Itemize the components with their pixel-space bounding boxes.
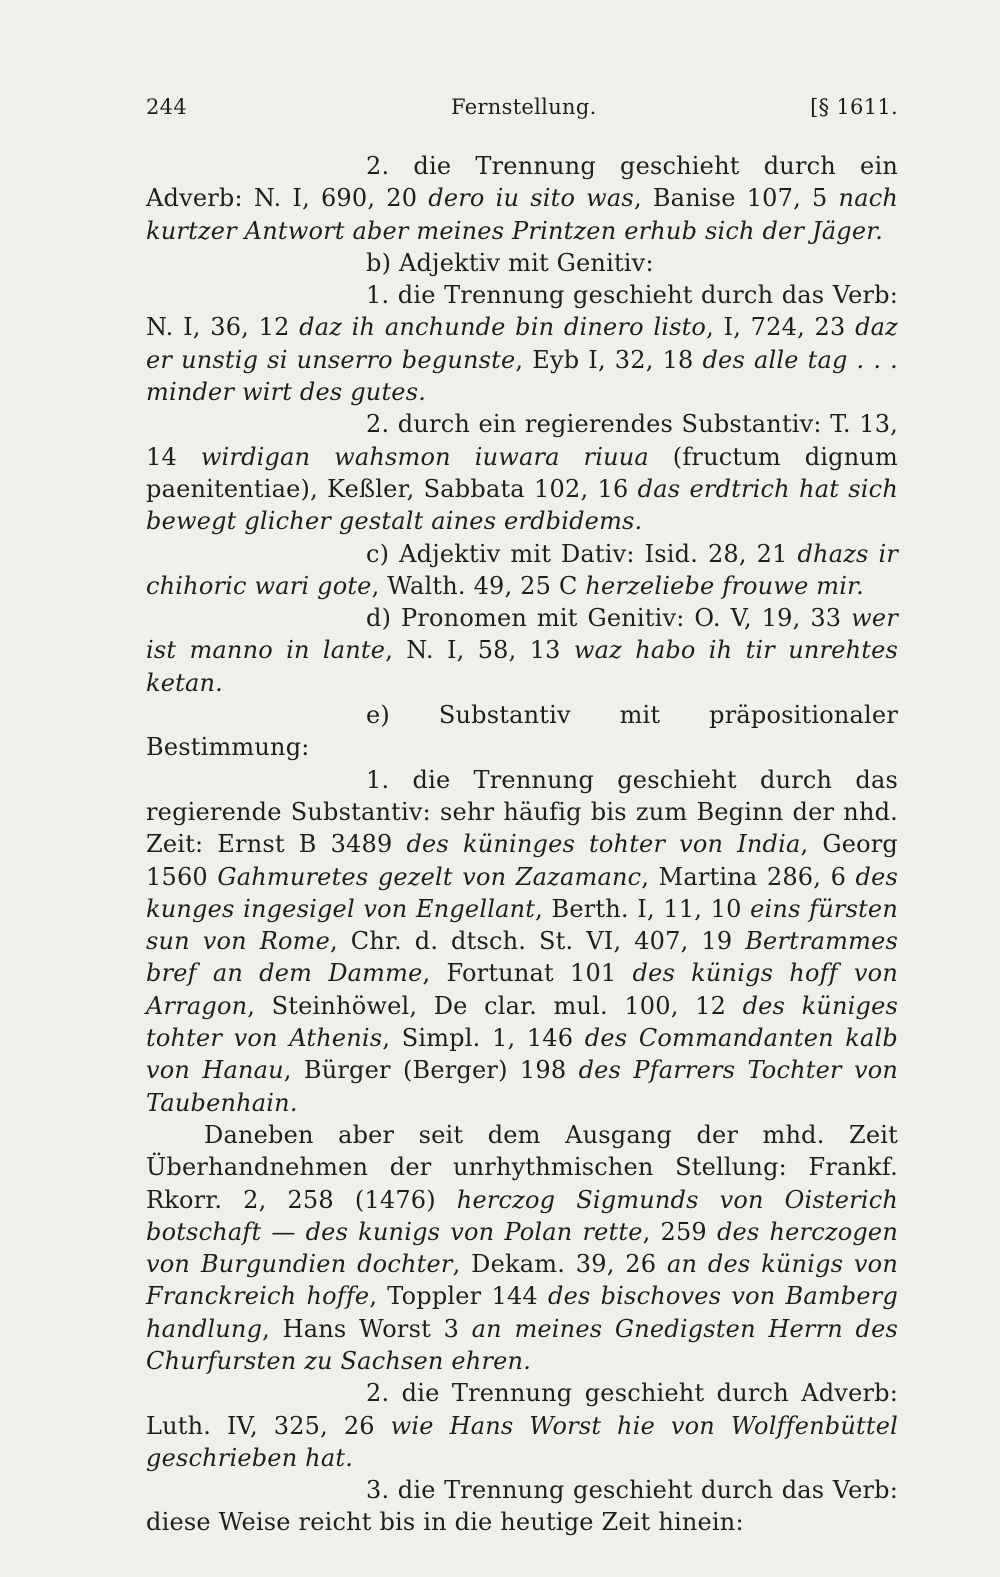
italic-quotation: daz er unstig si unserro begunste: [146, 313, 898, 374]
body-text: [146, 150, 898, 1539]
italic-quotation: wirdigan wahsmon iuwara riuua: [200, 442, 649, 471]
paragraph: [146, 1474, 898, 1539]
section-reference: [§ 1611.: [810, 95, 898, 119]
italic-quotation: des herczogen von Burgundien dochter: [146, 1217, 898, 1279]
paragraph: [146, 1119, 898, 1377]
italic-quotation: des kunges ingesigel von Engellant: [146, 862, 898, 923]
text-segment: b) Adjektiv mit Genitiv:: [366, 248, 654, 277]
text-segment: d) Pronomen mit Genitiv: O. V, 19, 33: [366, 604, 852, 633]
italic-quotation: Bertrammes bref an dem Damme: [146, 927, 898, 988]
text-segment: 1. die Trennung geschieht durch das Verb: N. I, 36, 12: [146, 281, 898, 342]
text-segment: (fructum dignum paenitentiae), Keßler, Sabbata 102, 16: [146, 442, 898, 503]
text-segment: , Simpl. 1, 146: [382, 1024, 585, 1053]
text-segment: Daneben aber seit dem Ausgang der mhd. Zeit Überhandnehmen der unrhythmischen Stellung: Frankf. Rkorr. 2, 258 (1476): [146, 1120, 898, 1214]
italic-quotation: an meines Gnedigsten Herrn des Churfursten zu Sachsen ehren.: [146, 1314, 898, 1375]
italic-quotation: eins fürsten sun von Rome: [146, 894, 898, 956]
text-segment: 2. die Trennung geschieht durch ein Adverb: N. I, 690, 20: [146, 152, 898, 213]
italic-quotation: daz ih anchunde bin dinero listo: [299, 313, 707, 342]
text-segment: , Martina 286, 6: [641, 862, 856, 891]
italic-quotation: des künigs hoff von Arragon: [146, 959, 898, 1020]
text-segment: , Eyb I, 32, 18: [515, 345, 703, 374]
text-segment: e) Substantiv mit präpositionaler Bestimmung:: [146, 701, 898, 762]
italic-quotation: nach kurtzer Antwort aber meines Printzen erhub sich der Jäger.: [146, 184, 899, 245]
italic-quotation: wie Hans Worst hie von Wolffenbüttel geschrieben hat.: [146, 1411, 898, 1472]
page-number: 244: [146, 95, 187, 119]
italic-quotation: des Pfarrers Tochter von Taubenhain.: [146, 1056, 899, 1117]
text-segment: 3. die Trennung geschieht durch das Verb: diese Weise reicht bis in die heutige Zeit hinein:: [146, 1476, 898, 1537]
italic-quotation: des Commandanten kalb von Hanau: [146, 1024, 898, 1085]
italic-quotation: das erdtrich hat sich bewegt glicher gestalt aines erdbidems.: [146, 474, 898, 536]
text-segment: , Fortunat 101: [422, 959, 633, 988]
text-segment: 1. die Trennung geschieht durch das regierende Substantiv: sehr häufig bis zum Beginn der nhd. Zeit: Ernst B 3489: [146, 765, 898, 859]
paragraph: [146, 408, 898, 537]
text-segment: 2. durch ein regierendes Substantiv: T. 13, 14: [146, 410, 898, 471]
paragraph: [146, 764, 898, 1119]
italic-quotation: dhazs ir chihoric wari gote: [146, 539, 899, 600]
text-segment: , Steinhöwel, De clar. mul. 100, 12: [247, 991, 743, 1020]
italic-quotation: des alle tag . . . minder wirt des gutes.: [146, 345, 899, 407]
text-segment: , 259: [642, 1217, 717, 1246]
italic-quotation: waz habo ih tir unrehtes ketan.: [146, 636, 899, 697]
paragraph: [146, 699, 898, 764]
paragraph: [146, 150, 898, 247]
text-segment: , Georg 1560: [146, 830, 899, 891]
text-segment: , Dekam. 39, 26: [452, 1250, 667, 1279]
text-segment: , I, 724, 23: [706, 313, 856, 342]
italic-quotation: wer ist manno in lante: [146, 604, 898, 665]
italic-quotation: Gahmuretes gezelt von Zazamanc: [217, 862, 642, 891]
text-segment: , Toppler 144: [369, 1282, 549, 1311]
text-segment: , Chr. d. dtsch. St. VI, 407, 19: [330, 927, 746, 956]
italic-quotation: des bischoves von Bamberg handlung: [146, 1282, 899, 1343]
paragraph: [146, 602, 898, 699]
italic-quotation: des küninges tohter von India: [406, 830, 801, 859]
italic-quotation: herzeliebe frouwe mir.: [585, 571, 865, 600]
text-segment: , Hans Worst 3: [262, 1314, 472, 1343]
italic-quotation: herczog Sigmunds von Oisterich botschaft — des kunigs von Polan rette: [146, 1185, 898, 1246]
italic-quotation: des küniges tohter von Athenis: [146, 991, 898, 1053]
text-segment: c) Adjektiv mit Dativ: Isid. 28, 21: [366, 539, 798, 568]
italic-quotation: an des künigs von Franckreich hoffe: [146, 1250, 898, 1311]
italic-quotation: dero iu sito was: [428, 184, 634, 213]
text-segment: , Banise 107, 5: [633, 184, 839, 213]
paragraph: [146, 247, 898, 279]
paragraph: [146, 1377, 898, 1474]
text-segment: , Bürger (Berger) 198: [283, 1056, 579, 1085]
text-segment: , N. I, 58, 13: [385, 636, 574, 665]
text-segment: , Walth. 49, 25 C: [371, 571, 586, 600]
running-title: Fernstellung.: [451, 95, 597, 119]
running-header: [146, 95, 898, 127]
text-segment: , Berth. I, 11, 10: [535, 894, 751, 923]
paragraph: [146, 279, 898, 408]
paragraph: [146, 538, 898, 603]
text-segment: 2. die Trennung geschieht durch Adverb: Luth. IV, 325, 26: [146, 1379, 898, 1440]
